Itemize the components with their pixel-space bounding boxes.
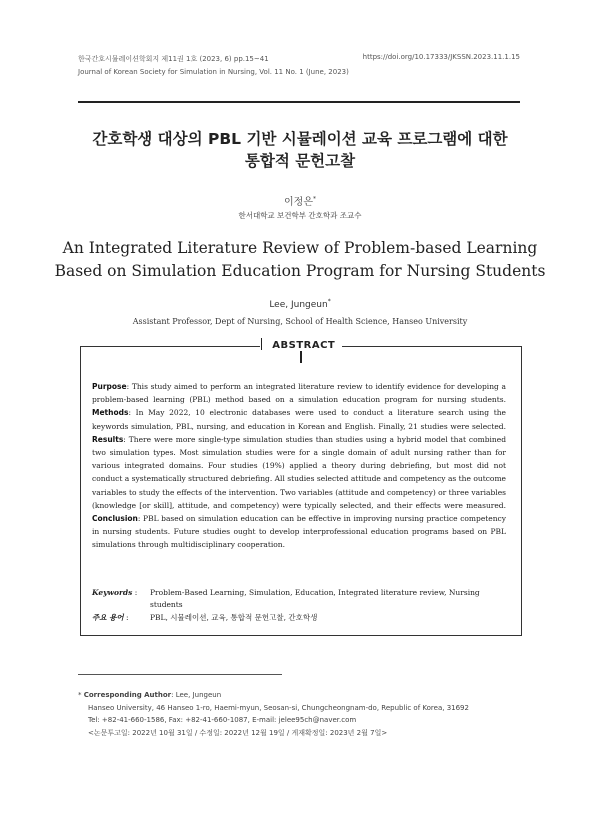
footnote <box>78 689 528 739</box>
journal-citation-en: Journal of Korean Society for Simulation in Nursing, Vol. 11 No. 1 (June, 2023) <box>78 68 349 76</box>
keywords-label: Keywords <box>92 588 133 597</box>
title-korean-line2: 통합적 문헌고찰 <box>244 152 356 170</box>
corresponding-author <box>78 689 528 702</box>
footnote-mark: * <box>78 691 82 699</box>
abstract-heading-text: ABSTRACT <box>272 340 336 351</box>
title-english-line1: An Integrated Literature Review of Problem-based Learning <box>62 239 538 257</box>
author-mark: * <box>312 195 316 203</box>
author-english-name: Lee, Jungeun <box>269 300 328 310</box>
corresponding-label: Corresponding Author <box>83 691 172 699</box>
conclusion-label: Conclusion <box>92 514 138 524</box>
purpose-label: Purpose <box>92 382 127 391</box>
author-contact: Tel: +82-41-660-1586, Fax: +82-41-660-1087, E-mail: jelee95ch@naver.com <box>88 716 357 724</box>
keywords-sep: : <box>134 588 138 597</box>
footnote-divider <box>78 674 282 675</box>
heading-bar-right <box>300 351 302 363</box>
keywords-ko-sep: : <box>125 613 129 622</box>
keywords-value: Problem-Based Learning, Simulation, Education, Integrated literature review, Nursing students <box>150 588 480 609</box>
purpose-text: : This study aimed to perform an integrated literature review to identify evidence for developing a problem-based learning (PBL) method based on a simulation education program for nursing students. <box>92 382 506 405</box>
journal-header <box>78 53 349 79</box>
doi-link[interactable]: https://doi.org/10.17333/JKSSN.2023.11.1.15 <box>362 53 520 61</box>
affiliation-english: Assistant Professor, Dept of Nursing, School of Health Science, Hanseo University <box>132 317 468 326</box>
author-korean-name: 이정은 <box>284 197 313 208</box>
affiliation-korean: 한서대학교 보건학부 간호학과 조교수 <box>238 211 362 220</box>
journal-citation-ko: 한국간호시뮬레이션학회지 제11권 1호 (2023, 6) pp.15~41 <box>78 55 269 63</box>
keywords-ko-value: PBL, 시뮬레이션, 교육, 통합적 문헌고찰, 간호학생 <box>150 613 318 622</box>
title-korean-line1: 간호학생 대상의 PBL 기반 시뮬레이션 교육 프로그램에 대한 <box>92 130 508 148</box>
header-divider <box>78 101 520 103</box>
results-text: : There were more single-type simulation studies than studies using a hybrid model that combined two simulation types. Most simulation studies were for a single domain of adult nursing rather than for various integrated domains. Four studies (19%) applied a theory during debriefing, but most did not conduct a systematically structured debriefing. All studies selected attitude and competency as the outcome variables to study the effects of the intervention. Two variables (attitude and competency) or three variables (knowledge [or skill], attitude, and competency) were typically selected, and their effects were measured. <box>92 434 506 510</box>
title-english-line2: Based on Simulation Education Program for Nursing Students <box>54 262 546 280</box>
heading-bar-left <box>261 338 263 350</box>
abstract-heading <box>260 338 342 364</box>
methods-text: : In May 2022, 10 electronic databases were used to conduct a literature search using the keywords simulation, PBL, nursing, and education in Korean and English. Finally, 21 studies were selected. <box>92 408 506 431</box>
title-english <box>0 237 600 283</box>
author-address: Hanseo University, 46 Hanseo 1-ro, Haemi-myun, Seosan-si, Chungcheongnam-do, Republic of Korea, 31692 <box>88 703 469 712</box>
methods-label: Methods <box>92 408 129 418</box>
keywords-english <box>92 587 506 611</box>
keywords-ko-label: 주요 용어 <box>92 613 124 622</box>
author-korean <box>0 193 600 208</box>
results-label: Results <box>92 434 124 444</box>
title-korean <box>0 128 600 172</box>
author-english <box>0 298 600 310</box>
abstract-body <box>92 380 506 552</box>
corresponding-name: : Lee, Jungeun <box>171 691 222 699</box>
keywords-korean <box>92 612 506 624</box>
conclusion-text: : PBL based on simulation education can be effective in improving nursing practice competency in nursing students. Future studies ought to develop interprofessional education programs based on PBL simulations through multidisciplinary cooperation. <box>92 514 506 550</box>
submission-dates: <논문투고일: 2022년 10월 31일 / 수정일: 2022년 12월 19일 / 게재확정일: 2023년 2월 7일> <box>88 728 388 737</box>
author-mark-en: * <box>327 298 331 305</box>
